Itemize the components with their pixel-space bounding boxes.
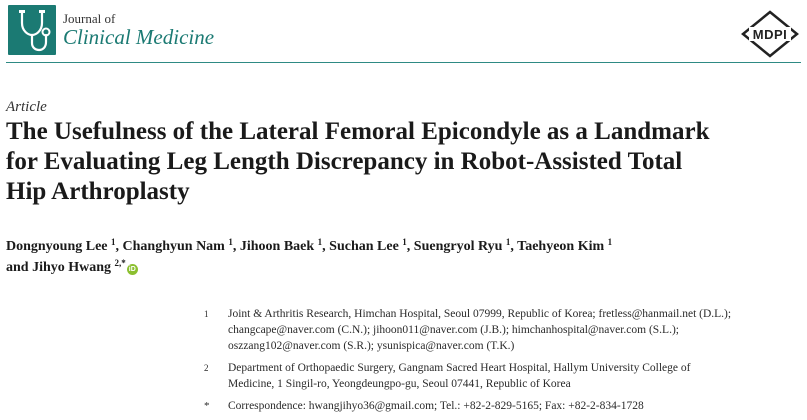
correspondence-marker: * — [204, 400, 210, 412]
journal-name[interactable]: Clinical Medicine — [63, 25, 215, 49]
journal-logo[interactable] — [8, 5, 56, 55]
affiliation-item — [200, 306, 800, 354]
article-title — [6, 117, 803, 207]
affiliation-marker: 2 — [204, 363, 209, 373]
publisher-name: MDPI — [752, 27, 788, 42]
author-name[interactable]: Suengryol Ryu — [413, 239, 503, 254]
author-affiliation-ref: 2,* — [114, 258, 126, 268]
author-affiliation-ref: 1 — [607, 237, 613, 247]
title-line: The Usefulness of the Lateral Femoral Epicondyle as a Landmark — [6, 118, 710, 145]
affiliation-line: Medicine, 1 Singil-ro, Yeongdeungpo-gu, Seoul 07441, Republic of Korea — [228, 378, 571, 390]
author-name[interactable]: Dongnyoung Lee — [6, 239, 108, 254]
affiliation-line: Joint & Arthritis Research, Himchan Hospital, Seoul 07999, Republic of Korea; fretless@hanmail.net (D.L.); — [228, 308, 732, 320]
correspondence-item — [200, 398, 800, 414]
author-name[interactable]: Taehyeon Kim — [517, 239, 605, 254]
article-type: Article — [6, 99, 47, 115]
title-line: for Evaluating Leg Length Discrepancy in Robot-Assisted Total — [6, 148, 683, 175]
author-name[interactable]: Jihoon Baek — [239, 239, 315, 254]
affiliation-line: oszzang102@naver.com (S.R.); ysunispica@naver.com (T.K.) — [228, 340, 515, 352]
affiliation-marker: 1 — [204, 309, 209, 319]
author-name[interactable]: and Jihyo Hwang — [6, 260, 112, 275]
stethoscope-icon — [8, 5, 56, 55]
author-affiliation-ref: 1 — [402, 237, 407, 247]
journal-of-label: Journal of — [63, 11, 116, 26]
title-line: Hip Arthroplasty — [6, 178, 190, 205]
affiliation-list — [200, 306, 800, 420]
author-affiliation-ref: 1 — [317, 237, 323, 247]
author-affiliation-ref: 1 — [505, 237, 511, 247]
author-name[interactable]: Changhyun Nam — [122, 239, 225, 254]
author-affiliation-ref: 1 — [111, 237, 116, 247]
affiliation-item — [200, 360, 800, 392]
author-line: Dongnyoung Lee $^1$, Changhyun Nam $^1$, Jihoon Baek $^1$, Suchan Lee $^1$, Suengryol Ryu $^1$, Taehyeon Kim $^1$ — [6, 237, 613, 254]
author-affiliation-ref: 1 — [228, 237, 233, 247]
author-list — [6, 236, 796, 278]
author-name[interactable]: Suchan Lee — [329, 239, 399, 254]
orcid-icon[interactable]: iD — [128, 266, 136, 273]
header-divider — [6, 62, 801, 63]
correspondence-line[interactable]: Correspondence: hwangjihyo36@gmail.com; Tel.: +82-2-829-5165; Fax: +82-2-834-1728 — [228, 400, 644, 412]
author-line — [6, 257, 796, 278]
affiliation-line: changcape@naver.com (C.N.); jihoon011@naver.com (J.B.); himchanhospital@naver.com (S.L.); — [228, 324, 679, 336]
affiliation-line: Department of Orthopaedic Surgery, Gangnam Sacred Heart Hospital, Hallym University College of — [228, 362, 691, 374]
